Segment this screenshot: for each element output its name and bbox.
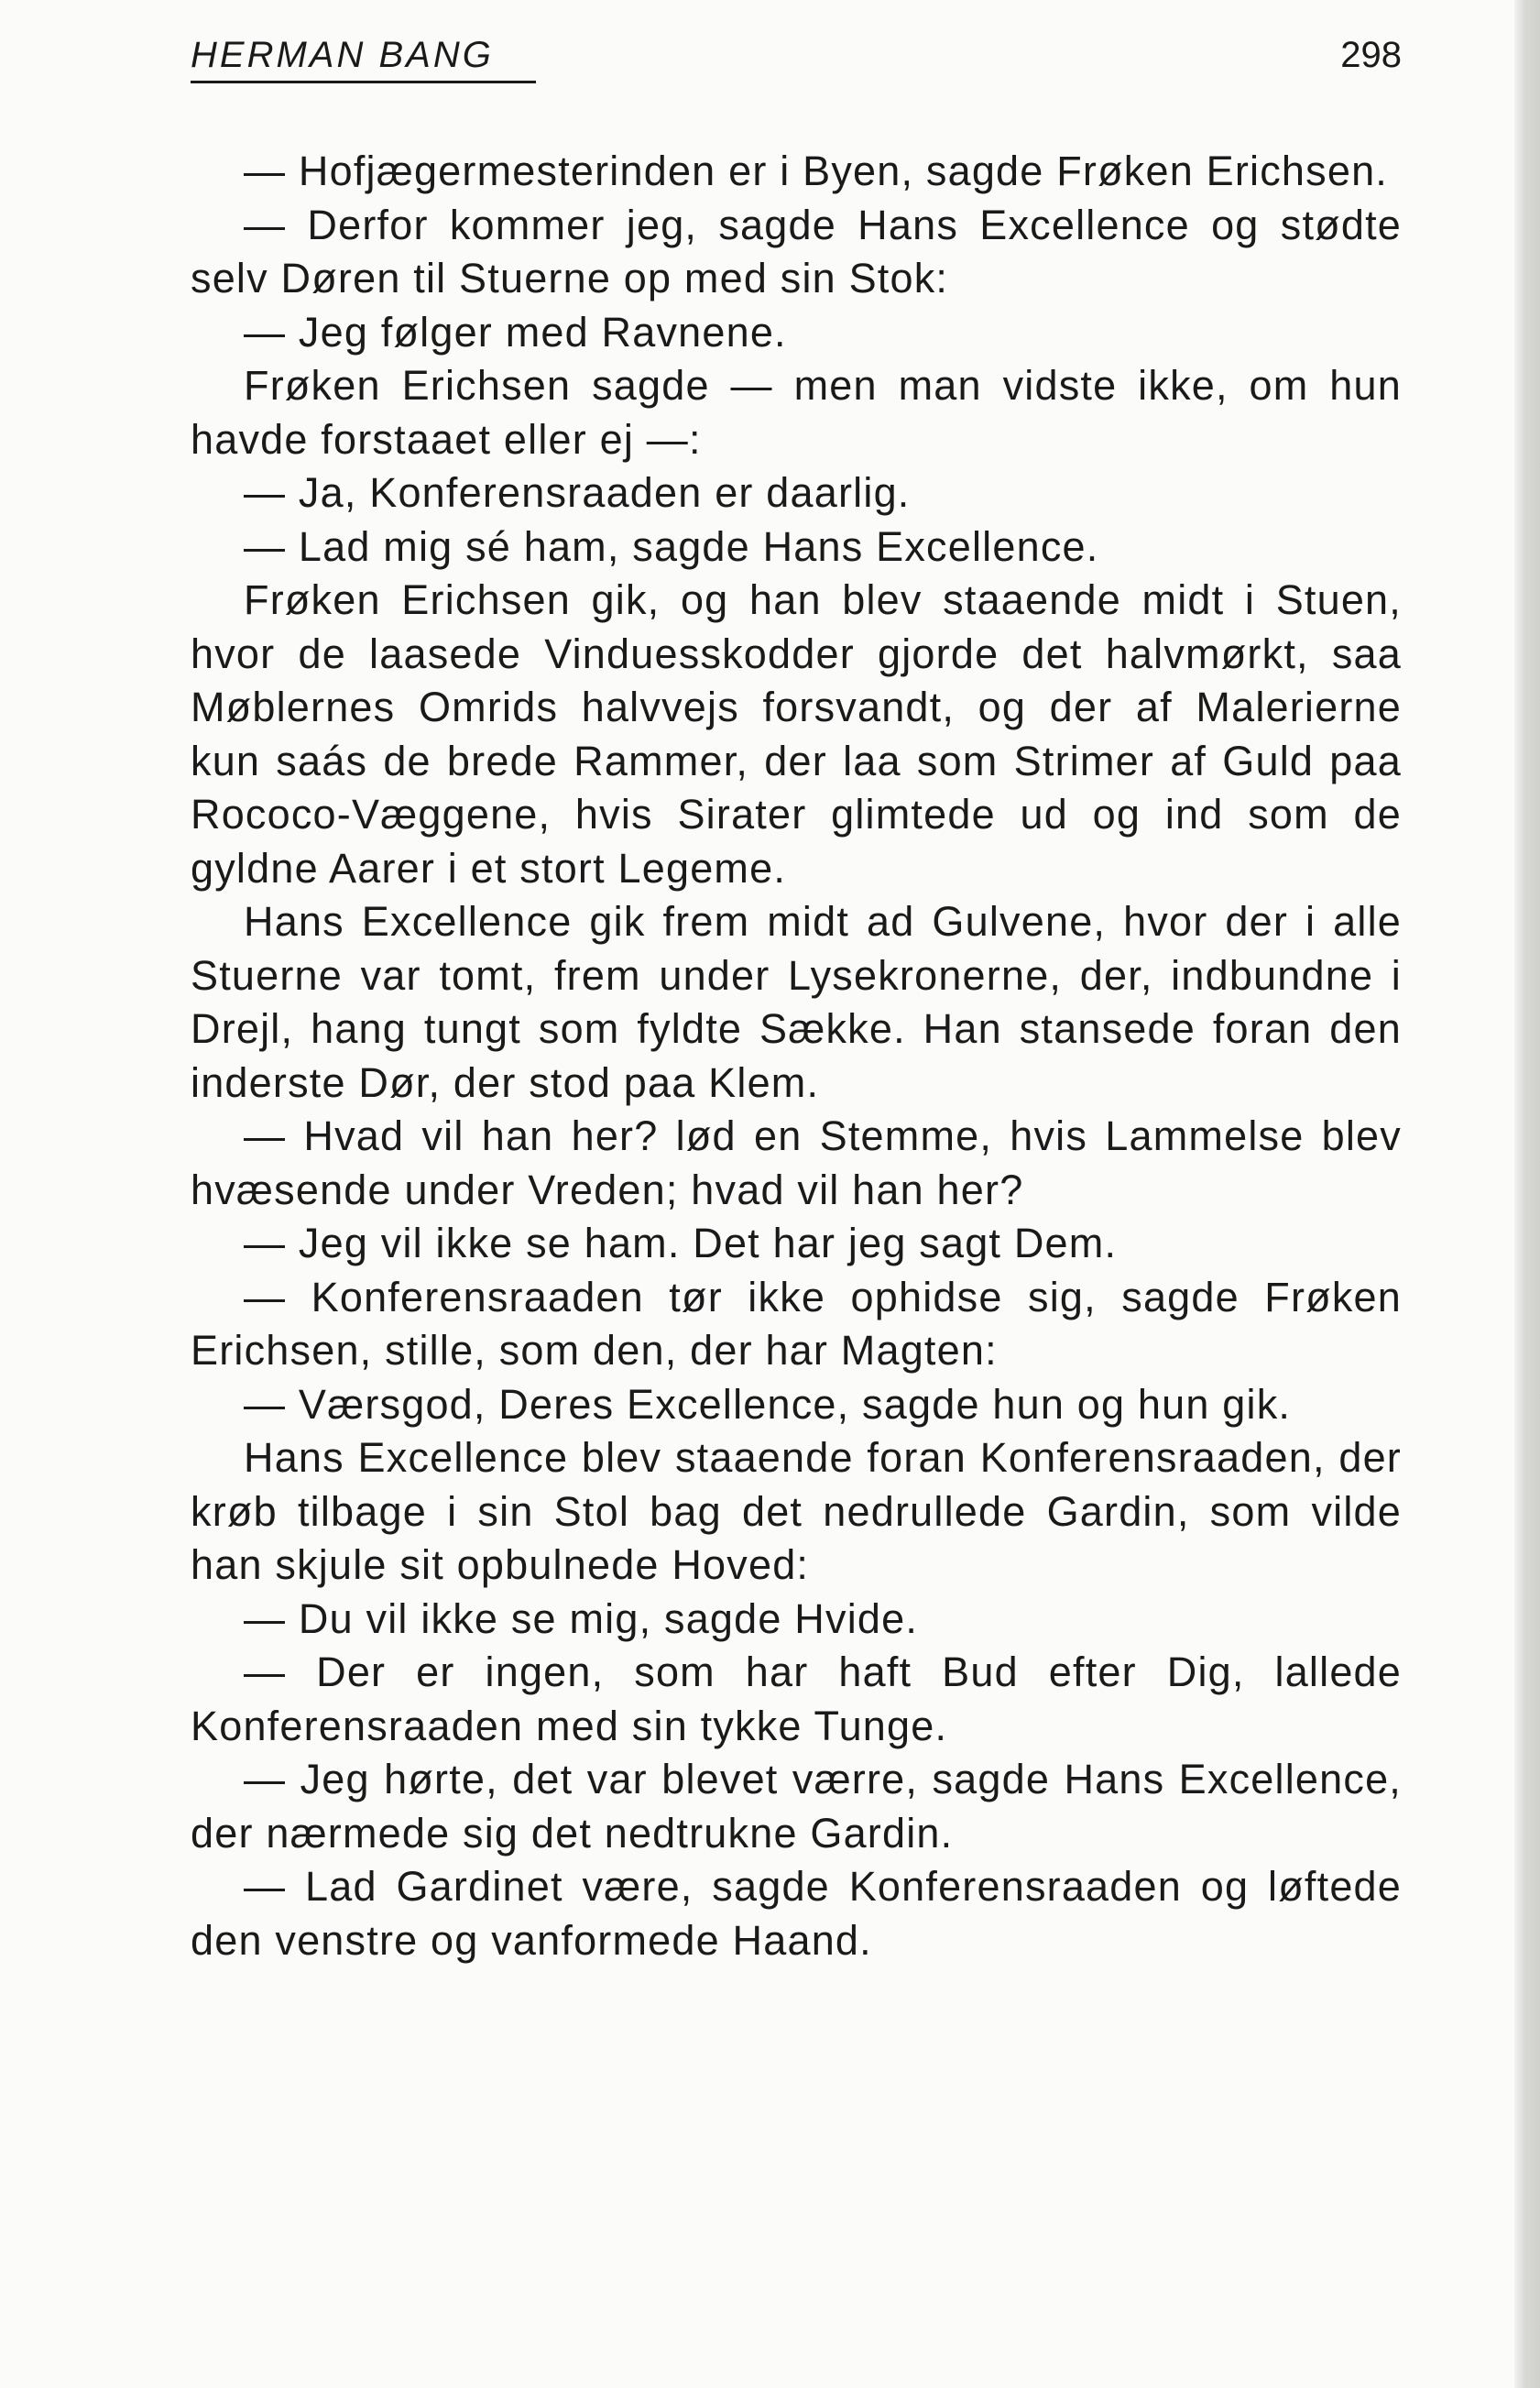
paragraph: — Lad Gardinet være, sagde Konferensraaden og løftede den venstre og vanformede Haand.: [191, 1863, 1402, 1964]
running-head-author: HERMAN BANG: [191, 33, 536, 83]
paragraph: — Konferensraaden tør ikke ophidse sig, sagde Frøken Erichsen, stille, som den, der har Magten:: [191, 1273, 1402, 1374]
paragraph: — Hofjægermesterinden er i Byen, sagde Frøken Erichsen.: [244, 148, 1389, 194]
paragraph: — Jeg følger med Ravnene.: [244, 308, 787, 356]
paragraph: — Lad mig sé ham, sagde Hans Excellence.: [244, 522, 1099, 570]
paragraph: — Jeg vil ikke se ham. Det har jeg sagt Dem.: [244, 1220, 1118, 1266]
paragraph: — Derfor kommer jeg, sagde Hans Excellence og stødte selv Døren til Stuerne op med sin Stok:: [191, 201, 1402, 301]
paragraph: Hans Excellence gik frem midt ad Gulvene, hvor der i alle Stuerne var tomt, frem under Lysekronerne, der, indbundne i Drejl, hang tungt som fyldte Sække. Han stansede foran den inderste Dør, der stod paa Klem.: [191, 898, 1402, 1106]
paragraph: — Der er ingen, som har haft Bud efter Dig, lallede Konferensraaden med sin tykke Tunge.: [191, 1649, 1402, 1749]
paragraph: Frøken Erichsen sagde — men man vidste ikke, om hun havde forstaaet eller ej —:: [191, 362, 1402, 463]
page-number: 298: [1340, 35, 1402, 75]
body-text: [191, 145, 1402, 1967]
paragraph: — Jeg hørte, det var blevet værre, sagde Hans Excellence, der nærmede sig det nedtrukne Gardin.: [191, 1756, 1402, 1857]
paragraph: — Værsgod, Deres Excellence, sagde hun og hun gik.: [244, 1380, 1292, 1428]
paragraph: Frøken Erichsen gik, og han blev staaende midt i Stuen, hvor de laasede Vinduesskodder gjorde det halvmørkt, saa Møblernes Omrids halvvejs forsvandt, og der af Malerierne kun saás de brede Rammer, der laa som Strimer af Guld paa Rococo-Væggene, hvis Sirater glimtede ud og ind som de gyldne Aarer i et stort Legeme.: [191, 576, 1402, 892]
paragraph: Hans Excellence blev staaende foran Konferensraaden, der krøb tilbage i sin Stol bag det nedrullede Gardin, som vilde han skjule sit opbulnede Hoved:: [191, 1434, 1402, 1588]
paragraph: — Du vil ikke se mig, sagde Hvide.: [244, 1594, 919, 1642]
running-head: [191, 26, 1402, 84]
paragraph: — Ja, Konferensraaden er daarlig.: [244, 469, 911, 516]
page-edge-shadow: [1514, 0, 1540, 2388]
paragraph: — Hvad vil han her? lød en Stemme, hvis Lammelse blev hvæsende under Vreden; hvad vil han her?: [191, 1112, 1402, 1213]
